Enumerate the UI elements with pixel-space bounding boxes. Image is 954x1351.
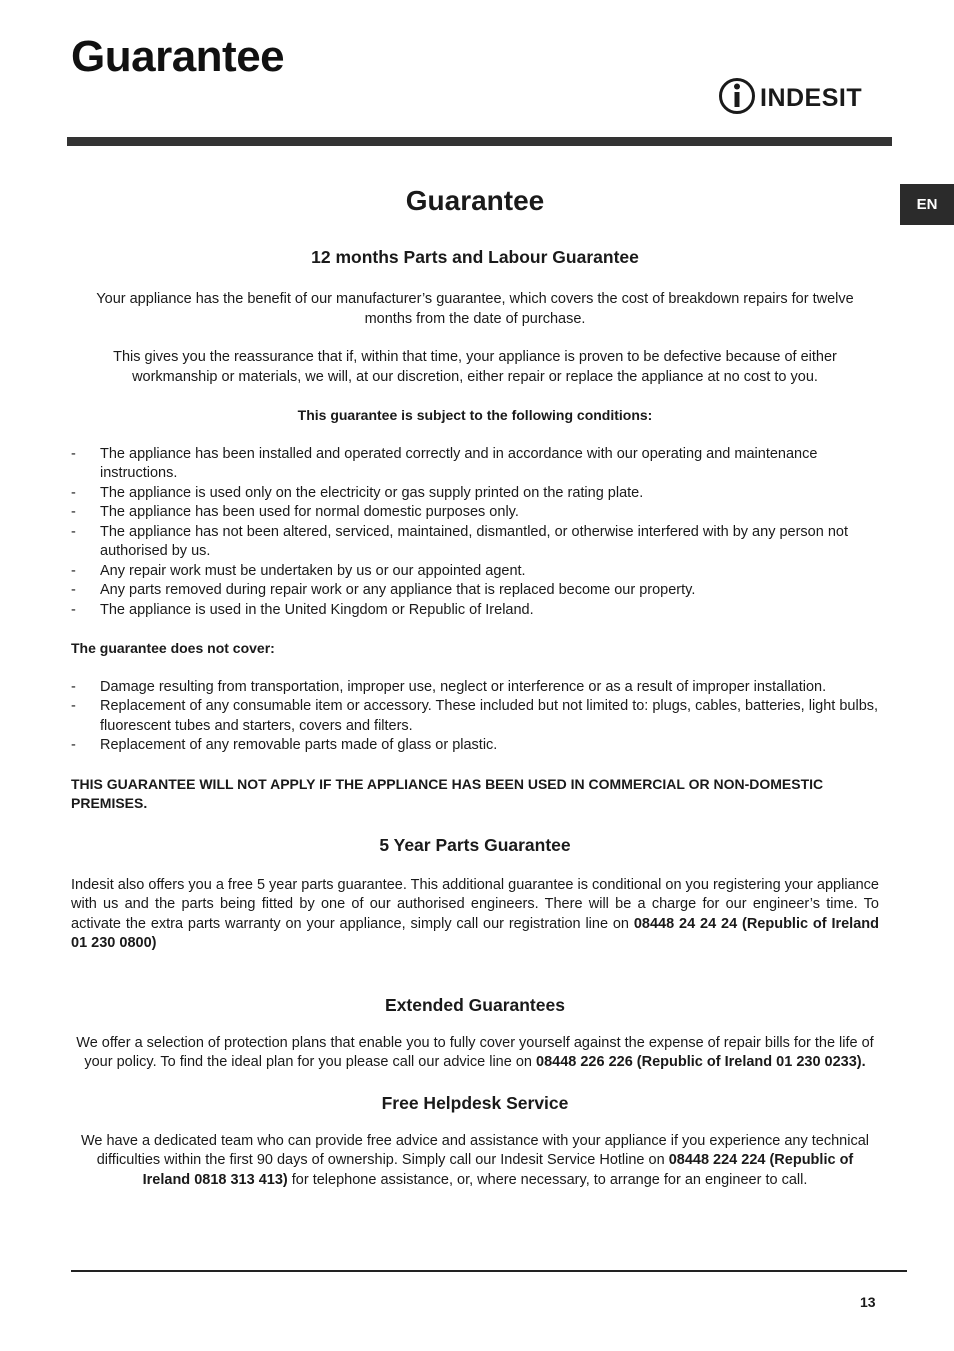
list-item: - The appliance has not been altered, serviced, maintained, dismantled, or otherwise interfered with by any person not authorised by us. [71, 523, 848, 559]
not-cover-heading: The guarantee does not cover: [71, 640, 275, 656]
list-item: - Any repair work must be undertaken by us or our appointed agent. [71, 562, 526, 579]
header-rule [67, 137, 892, 146]
conditions-list [71, 445, 879, 621]
list-item: - Damage resulting from transportation, improper use, neglect or interference or as a result of improper installation. [71, 678, 827, 695]
registration-phone: 08448 24 24 24 (Republic of Ireland 01 230 0800) [71, 915, 879, 951]
main-title: Guarantee [405, 185, 545, 216]
indesit-logo [718, 76, 878, 116]
paragraph-helpdesk: We have a dedicated team who can provide free advice and assistance with your appliance if you experience any technical difficulties within the first 90 days of ownership. Simply call our Indesit Service Hotline on 08448 224 224 (Republic of Ireland 0818 313 413) for telephone assistance, or, where necessary, to arrange for an engineer to call. [80, 1132, 870, 1188]
footer-rule [71, 1270, 907, 1272]
section-heading-helpdesk: Free Helpdesk Service [381, 1092, 569, 1113]
list-item: - Replacement of any consumable item or accessory. These included but not limited to: plugs, cables, batteries, light bulbs, fluorescent tubes and starters, covers and filters. [71, 698, 879, 734]
language-tab[interactable]: EN [900, 184, 954, 225]
list-item: - The appliance is used only on the electricity or gas supply printed on the rating plate. [71, 484, 644, 501]
list-item: - The appliance has been installed and operated correctly and in accordance with our operating and maintenance instructions. [71, 445, 818, 481]
paragraph-extended: We offer a selection of protection plans that enable you to fully cover yourself against the expense of repair bills for the life of your policy. To find the ideal plan for you please call our advice line on 08448 226 226 (Republic of Ireland 01 230 0233). [76, 1034, 874, 1070]
document-body [71, 180, 879, 1190]
paragraph-5-year: Indesit also offers you a free 5 year parts guarantee. This additional guarantee is conditional on you registering your appliance with us and the parts being fitted by one of our authorised engineers. There will be a charge for our engineer’s time. To activate the extra parts warranty on your appliance, simply call our registration line on 08448 24 24 24 (Republic of Ireland 01 230 0800) [71, 876, 879, 951]
section-heading-5-year: 5 Year Parts Guarantee [379, 834, 571, 855]
section-heading-extended: Extended Guarantees [385, 994, 565, 1015]
page-number: 13 [860, 1294, 876, 1310]
advice-phone: 08448 226 226 (Republic of Ireland 01 230 0233). [536, 1054, 866, 1070]
list-item: - The appliance is used in the United Kingdom or Republic of Ireland. [71, 601, 534, 618]
logo-wordmark: INDESIT [760, 84, 863, 112]
not-cover-list [71, 678, 879, 756]
conditions-heading: This guarantee is subject to the following conditions: [297, 407, 653, 423]
list-item: - The appliance has been used for normal domestic purposes only. [71, 504, 519, 520]
page-header-title: Guarantee [71, 32, 285, 81]
commercial-warning: THIS GUARANTEE WILL NOT APPLY IF THE APPLIANCE HAS BEEN USED IN COMMERCIAL OR NON-DOMESTIC PREMISES. [71, 775, 824, 811]
list-item: - Replacement of any removable parts made of glass or plastic. [71, 737, 498, 753]
paragraph-reassurance: This gives you the reassurance that if, within that time, your appliance is proven to be defective because of either workmanship or materials, we will, at our discretion, either repair or replace the appliance at no cost to you. [113, 349, 837, 385]
section-heading-12-months: 12 months Parts and Labour Guarantee [311, 247, 639, 267]
paragraph-benefit: Your appliance has the benefit of our manufacturer’s guarantee, which covers the cost of breakdown repairs for twelve months from the date of purchase. [96, 291, 854, 327]
list-item: - Any parts removed during repair work or any appliance that is replaced become our property. [71, 582, 696, 598]
hotline-phone: 08448 224 224 (Republic of Ireland 0818 313 413) [142, 1152, 854, 1188]
